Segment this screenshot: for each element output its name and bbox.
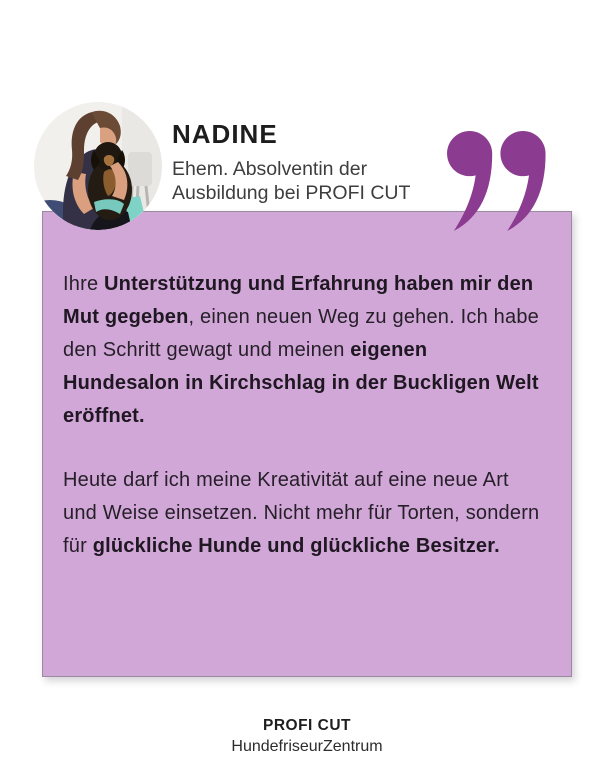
quote-icon bbox=[446, 131, 548, 235]
quote-segment: Ihre bbox=[63, 273, 105, 295]
brand-tagline: HundefriseurZentrum bbox=[231, 738, 383, 755]
quote-segment-bold: glückliche Hunde und glückliche Besitzer. bbox=[92, 535, 500, 557]
person-subtitle-line1: Ehem. Absolventin der bbox=[172, 158, 368, 180]
quote-card bbox=[42, 211, 572, 677]
quote-segment: , einen neuen Weg zu gehen. Ich habe den Schritt gewagt und meinen bbox=[63, 306, 539, 361]
quote-segment: Heute darf ich meine Kreativität auf eine neue Art und Weise einsetzen. Nicht mehr für Torten, sondern für bbox=[63, 469, 540, 557]
person-name: NADINE bbox=[172, 119, 278, 149]
quote-segment-bold: eigenen Hundesalon in Kirchschlag in der Buckligen Welt eröffnet. bbox=[63, 339, 539, 427]
avatar-illustration bbox=[34, 102, 162, 230]
quote-segment-bold: Unterstützung und Erfahrung haben mir den Mut gegeben bbox=[63, 273, 534, 328]
profile-header bbox=[172, 119, 410, 205]
quote-paragraph bbox=[63, 268, 545, 433]
person-subtitle bbox=[172, 158, 410, 205]
person-subtitle-line2: Ausbildung bei PROFI CUT bbox=[172, 181, 411, 204]
avatar-photo bbox=[34, 102, 162, 230]
brand-footer bbox=[0, 717, 614, 756]
quote-text bbox=[63, 268, 545, 563]
quote-paragraph bbox=[63, 464, 545, 563]
brand-name: PROFI CUT bbox=[262, 717, 352, 734]
